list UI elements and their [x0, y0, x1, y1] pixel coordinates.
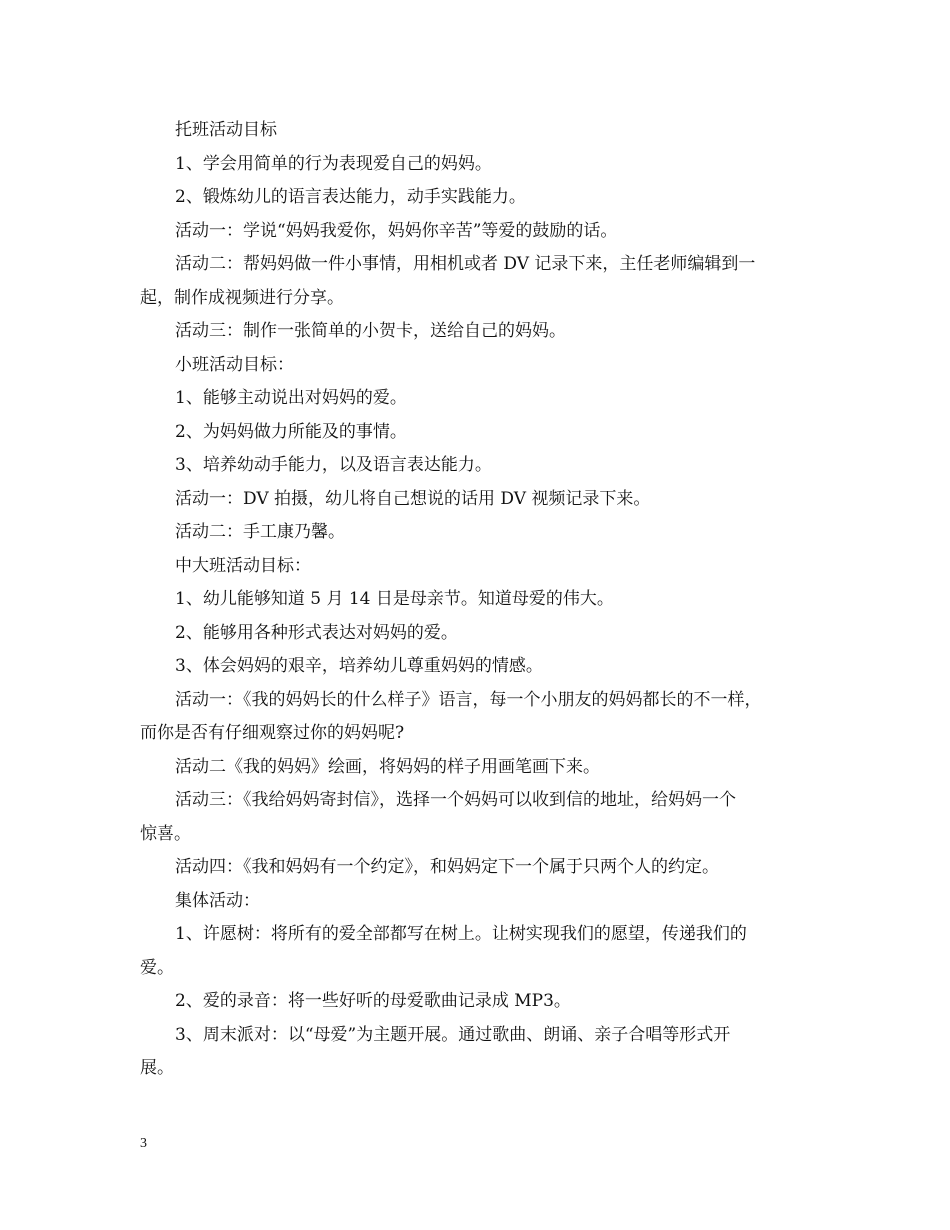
paragraph-line: 活动二：帮妈妈做一件小事情，用相机或者 DV 记录下来，主任老师编辑到一 [175, 254, 756, 274]
paragraph-line: 活动二：手工康乃馨。 [175, 522, 345, 542]
paragraph-continuation-line: 而你是否有仔细观察过你的妈妈呢? [140, 723, 405, 743]
paragraph-line: 3、周末派对：以“母爱”为主题开展。通过歌曲、朗诵、亲子合唱等形式开 [175, 1024, 731, 1045]
document-body [140, 114, 820, 1086]
paragraph-line: 小班活动目标： [175, 354, 294, 375]
paragraph-line: 托班活动目标 [175, 120, 277, 140]
paragraph-continuation-line: 爱。 [140, 957, 174, 978]
paragraph-continuation-line: 起，制作成视频进行分享。 [140, 287, 344, 308]
paragraph-line: 1、能够主动说出对妈妈的爱。 [175, 388, 407, 408]
paragraph-line: 1、许愿树：将所有的爱全部都写在树上。让树实现我们的愿望，传递我们的 [175, 924, 747, 944]
paragraph-line: 1、学会用简单的行为表现爱自己的妈妈。 [175, 153, 492, 174]
paragraph-line: 3、体会妈妈的艰辛，培养幼儿尊重妈妈的情感。 [175, 656, 543, 676]
paragraph-line: 中大班活动目标： [175, 555, 311, 576]
paragraph-line: 活动三：《我给妈妈寄封信》，选择一个妈妈可以收到信的地址，给妈妈一个 [175, 790, 736, 810]
paragraph-line: 活动四：《我和妈妈有一个约定》，和妈妈定下一个属于只两个人的约定。 [175, 857, 719, 877]
paragraph-line: 活动二《我的妈妈》绘画，将妈妈的样子用画笔画下来。 [175, 756, 600, 777]
paragraph-line: 3、培养幼动手能力，以及语言表达能力。 [175, 455, 492, 475]
paragraph-line: 2、爱的录音：将一些好听的母爱歌曲记录成 MP3。 [175, 991, 571, 1011]
paragraph-line: 活动一：DV 拍摄，幼儿将自己想说的话用 DV 视频记录下来。 [175, 488, 651, 509]
page-number: 3 [140, 1136, 147, 1151]
paragraph-line: 2、能够用各种形式表达对妈妈的爱。 [175, 622, 458, 643]
paragraph-line: 活动一：《我的妈妈长的什么样子》语言，每一个小朋友的妈妈都长的不一样， [175, 689, 762, 710]
paragraph-line: 活动一：学说“妈妈我爱你，妈妈你辛苦”等爱的鼓励的话。 [175, 220, 618, 241]
paragraph-continuation-line: 惊喜。 [140, 823, 191, 844]
paragraph-line: 2、为妈妈做力所能及的事情。 [175, 421, 407, 442]
paragraph-line: 2、锻炼幼儿的语言表达能力，动手实践能力。 [175, 187, 526, 207]
paragraph-line: 1、幼儿能够知道 5 月 14 日是母亲节。知道母爱的伟大。 [175, 589, 614, 609]
paragraph-line: 活动三：制作一张简单的小贺卡，送给自己的妈妈。 [175, 321, 566, 341]
paragraph-continuation-line: 展。 [140, 1058, 174, 1078]
paragraph-line: 集体活动： [175, 890, 260, 911]
